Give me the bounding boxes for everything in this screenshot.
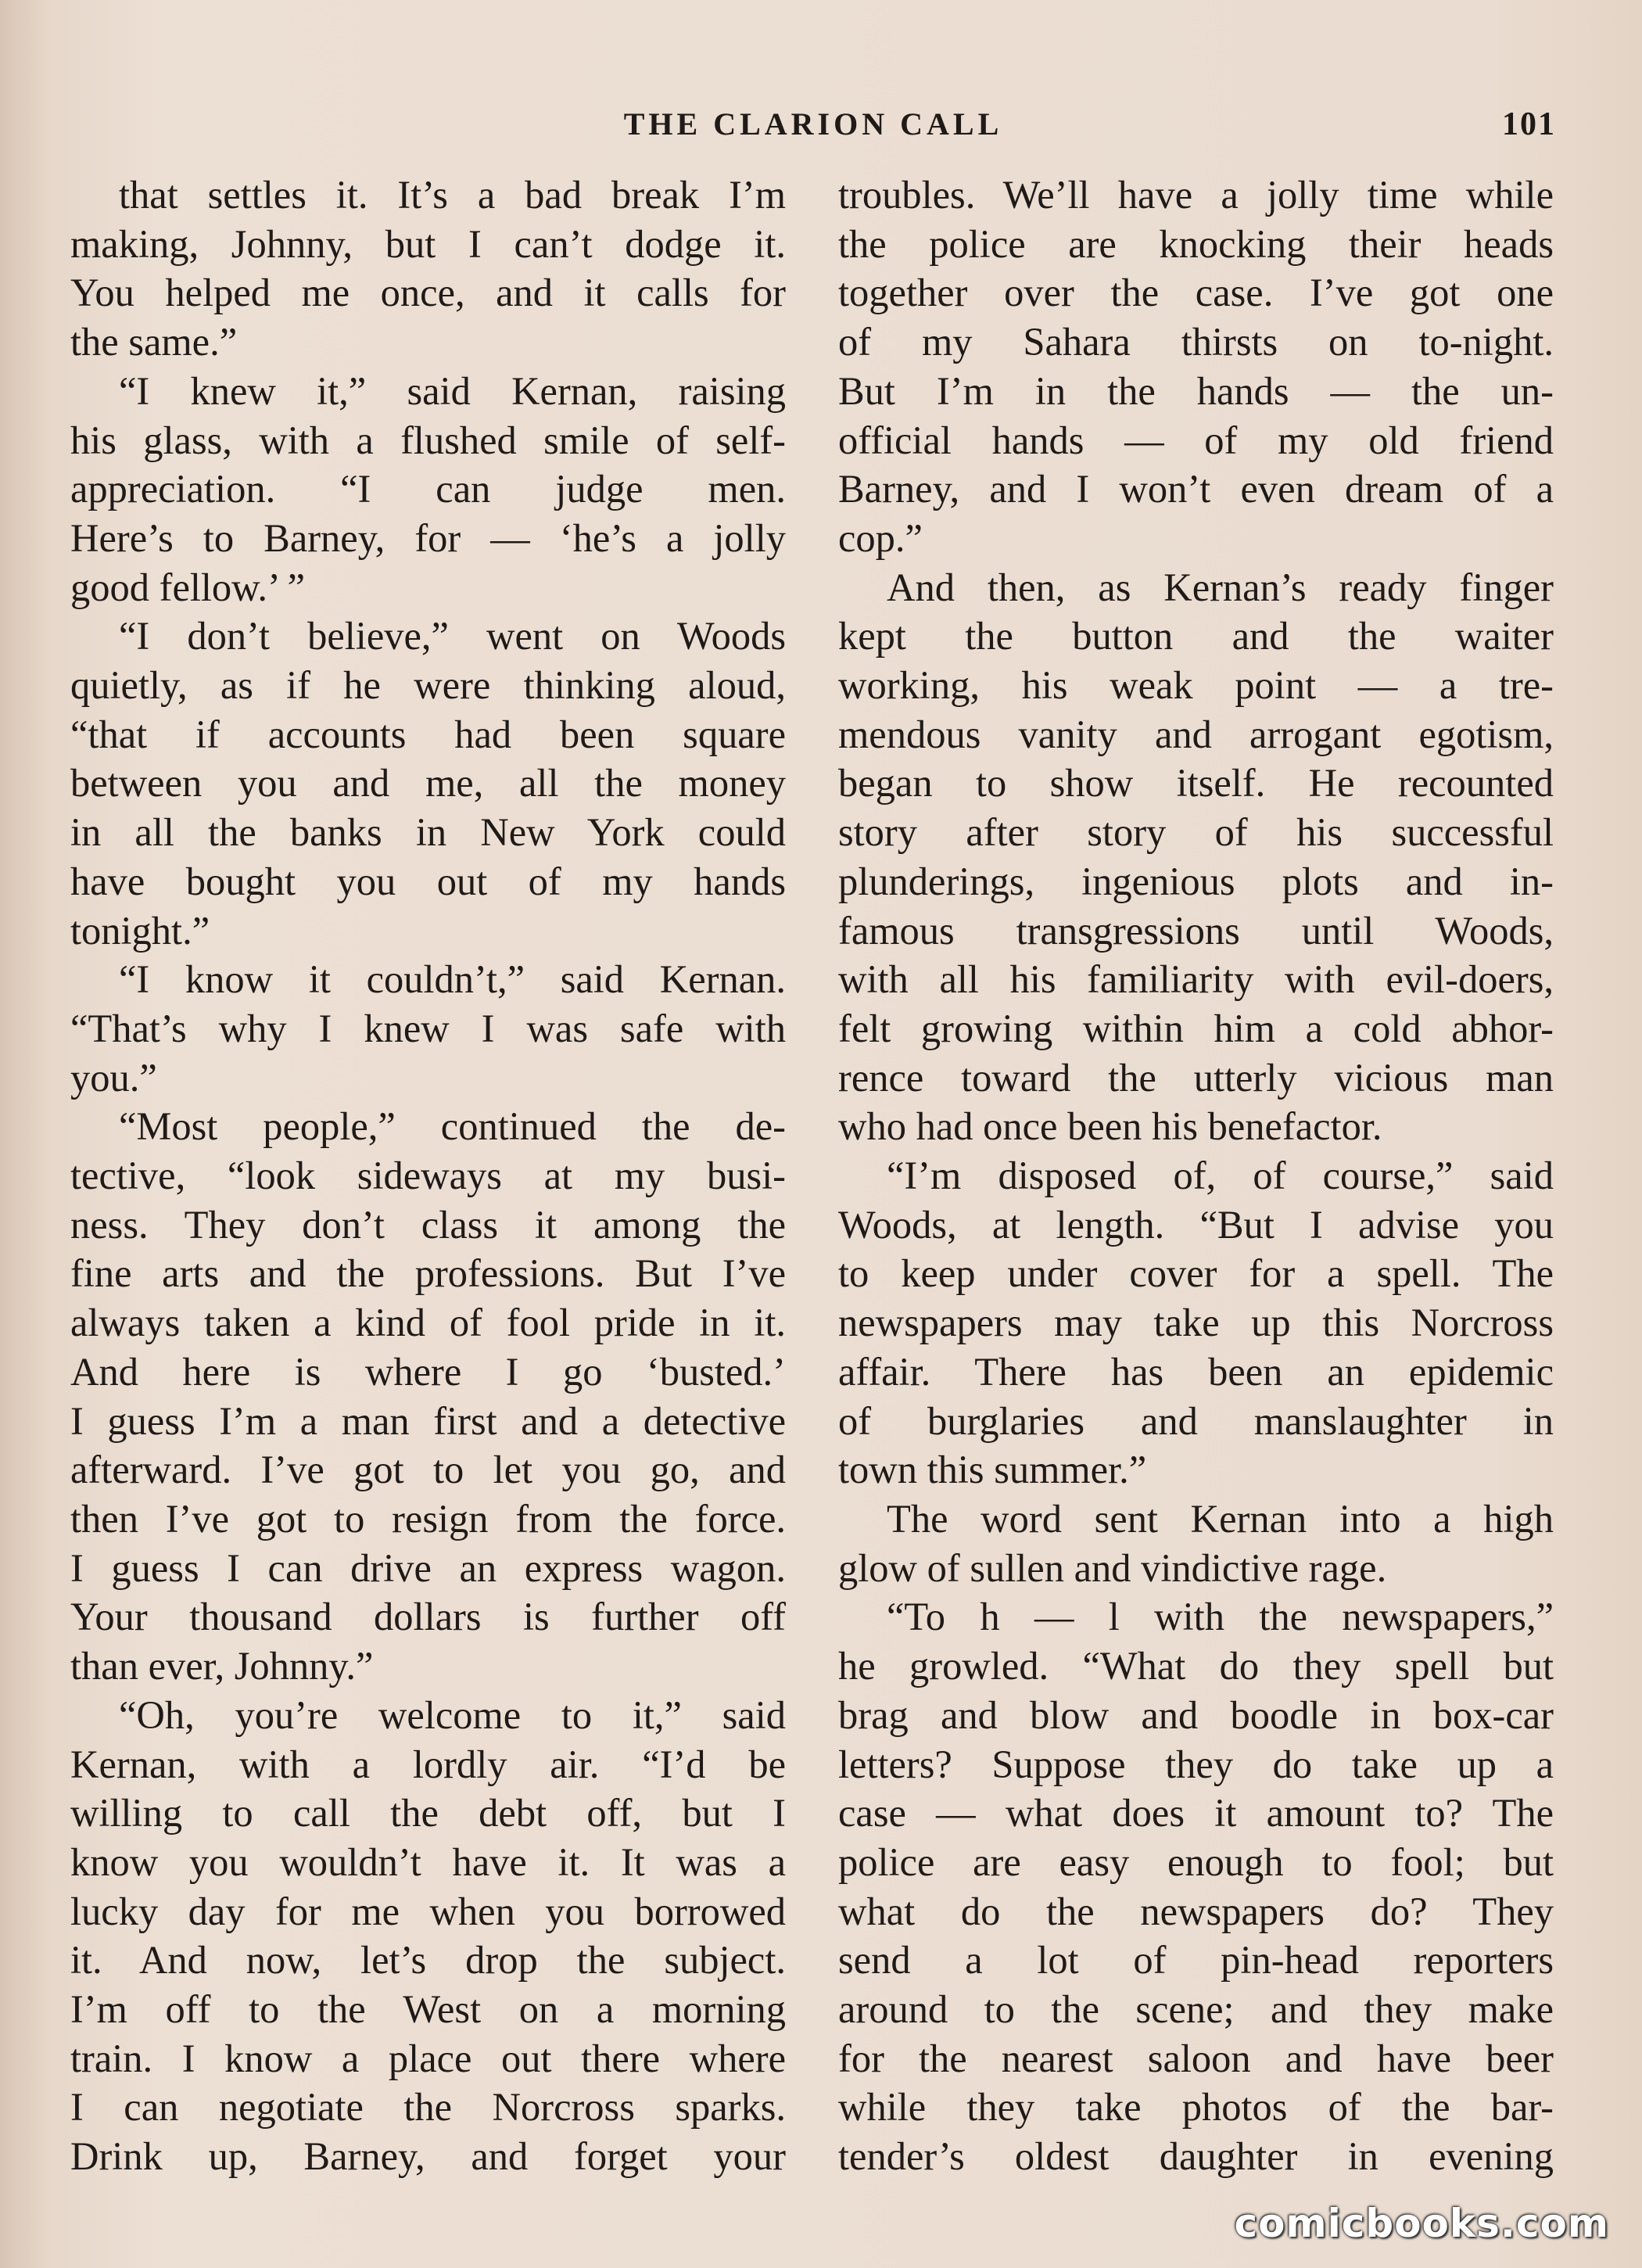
text-line: “That’s why I knew I was safe with <box>70 1006 786 1050</box>
text-line: glow of sullen and vindictive rage. <box>838 1545 1387 1590</box>
text-line: I guess I can drive an express wagon. <box>70 1545 786 1590</box>
text-line: Woods, at length. “But I advise you <box>838 1202 1554 1247</box>
text-line: tonight.” <box>70 908 210 953</box>
text-line: with all his familiarity with evil-doers, <box>838 957 1554 1002</box>
text-line: always taken a kind of fool pride in it. <box>70 1301 786 1345</box>
text-line: police are easy enough to fool; but <box>838 1839 1554 1884</box>
paragraph <box>838 563 1554 1151</box>
right-column <box>838 170 1554 2181</box>
text-line: “I’m disposed of, of course,” said <box>887 1154 1554 1198</box>
text-line: troubles. We’ll have a jolly time while <box>838 173 1554 217</box>
text-line: he growled. “What do they spell but <box>838 1644 1554 1688</box>
text-line: Kernan, with a lordly air. “I’d be <box>70 1742 786 1786</box>
text-line: affair. There has been an epidemic <box>838 1349 1554 1394</box>
text-line: brag and blow and boodle in box-car <box>838 1692 1554 1737</box>
text-line: who had once been his benefactor. <box>838 1104 1382 1149</box>
text-line: quietly, as if he were thinking aloud, <box>70 663 786 708</box>
text-line: ness. They don’t class it among the <box>70 1202 786 1247</box>
text-line: of my Sahara thirsts on to-night. <box>838 320 1554 364</box>
text-line: You helped me once, and it calls for <box>70 271 786 315</box>
running-title: THE CLARION CALL <box>623 106 1003 142</box>
text-line: what do the newspapers do? They <box>838 1889 1554 1933</box>
text-line: official hands — of my old friend <box>838 418 1554 462</box>
text-line: “I don’t believe,” went on Woods <box>119 614 786 659</box>
text-line: have bought you out of my hands <box>70 859 786 903</box>
text-line: than ever, Johnny.” <box>70 1644 374 1688</box>
text-line: began to show itself. He recounted <box>838 761 1554 806</box>
page-number: 101 <box>1502 106 1556 142</box>
text-line: case — what does it amount to? The <box>838 1791 1554 1836</box>
text-line: around to the scene; and they make <box>838 1987 1554 2032</box>
text-line: Barney, and I won’t even dream of a <box>838 467 1554 511</box>
text-line: I guess I’m a man first and a detective <box>70 1398 786 1443</box>
text-line: working, his weak point — a tre- <box>838 663 1554 708</box>
paragraph <box>70 1102 786 1690</box>
text-line: train. I know a place out there where <box>70 2036 786 2080</box>
text-line: tective, “look sideways at my busi- <box>70 1154 786 1198</box>
text-line: “To h — l with the newspapers,” <box>887 1595 1554 1639</box>
text-line: for the nearest saloon and have beer <box>838 2036 1554 2080</box>
text-line: making, Johnny, but I can’t dodge it. <box>70 221 786 266</box>
paragraph <box>70 955 786 1102</box>
text-line: Drink up, Barney, and forget your <box>70 2134 786 2179</box>
running-head <box>70 106 1556 145</box>
text-line: “I knew it,” said Kernan, raising <box>119 368 786 413</box>
text-line: Here’s to Barney, for — ‘he’s a jolly <box>70 515 786 560</box>
text-line: together over the case. I’ve got one <box>838 271 1554 315</box>
text-line: afterward. I’ve got to let you go, and <box>70 1448 786 1492</box>
text-line: rence toward the utterly vicious man <box>838 1055 1554 1100</box>
text-line: then I’ve got to resign from the force. <box>70 1496 786 1541</box>
text-line: know you wouldn’t have it. It was a <box>70 1839 786 1884</box>
watermark: comicbooks.com <box>1234 2201 1609 2246</box>
text-line: “Oh, you’re welcome to it,” said <box>119 1692 786 1737</box>
text-line: willing to call the debt off, but I <box>70 1791 786 1836</box>
text-line: felt growing within him a cold abhor- <box>838 1006 1554 1050</box>
text-line: good fellow.’ ” <box>70 565 306 609</box>
paragraph <box>70 170 786 367</box>
text-line: mendous vanity and arrogant egotism, <box>838 712 1554 756</box>
text-line: “I know it couldn’t,” said Kernan. <box>119 957 786 1002</box>
paragraph <box>70 612 786 955</box>
text-line: “that if accounts had been square <box>70 712 786 756</box>
text-line: between you and me, all the money <box>70 761 786 806</box>
paragraph <box>838 1592 1554 2180</box>
text-line: the same.” <box>70 320 238 364</box>
text-line: cop.” <box>838 515 923 560</box>
text-line: fine arts and the professions. But I’ve <box>70 1251 786 1296</box>
text-line: town this summer.” <box>838 1448 1147 1492</box>
text-line: I can negotiate the Norcross sparks. <box>70 2085 786 2130</box>
text-line: send a lot of pin-head reporters <box>838 1938 1554 1983</box>
text-line: appreciation. “I can judge men. <box>70 467 786 511</box>
text-line: tender’s oldest daughter in evening <box>838 2134 1554 2179</box>
text-line: kept the button and the waiter <box>838 614 1554 659</box>
text-line: But I’m in the hands — the un- <box>838 368 1554 413</box>
text-line: the police are knocking their heads <box>838 221 1554 266</box>
paragraph <box>70 1691 786 2181</box>
text-line: story after story of his successful <box>838 810 1554 855</box>
text-line: I’m off to the West on a morning <box>70 1987 786 2032</box>
text-line: it. And now, let’s drop the subject. <box>70 1938 786 1983</box>
text-line: in all the banks in New York could <box>70 810 786 855</box>
text-line: newspapers may take up this Norcross <box>838 1301 1554 1345</box>
text-line: that settles it. It’s a bad break I’m <box>119 173 786 217</box>
left-column <box>70 170 786 2181</box>
text-line: of burglaries and manslaughter in <box>838 1398 1554 1443</box>
text-line: you.” <box>70 1055 157 1100</box>
text-line: The word sent Kernan into a high <box>887 1496 1554 1541</box>
text-line: And then, as Kernan’s ready finger <box>887 565 1554 609</box>
text-line: letters? Suppose they do take up a <box>838 1742 1554 1786</box>
text-line: Your thousand dollars is further off <box>70 1595 786 1639</box>
text-line: his glass, with a flushed smile of self- <box>70 418 786 462</box>
text-line: to keep under cover for a spell. The <box>838 1251 1554 1296</box>
text-line: plunderings, ingenious plots and in- <box>838 859 1554 903</box>
paragraph <box>838 1151 1554 1495</box>
text-line: while they take photos of the bar- <box>838 2085 1554 2130</box>
paragraph <box>838 170 1554 563</box>
text-line: famous transgressions until Woods, <box>838 908 1554 953</box>
text-line: And here is where I go ‘busted.’ <box>70 1349 786 1394</box>
paragraph <box>838 1495 1554 1592</box>
text-line: lucky day for me when you borrowed <box>70 1889 786 1933</box>
text-line: “Most people,” continued the de- <box>119 1104 786 1149</box>
paragraph <box>70 367 786 612</box>
